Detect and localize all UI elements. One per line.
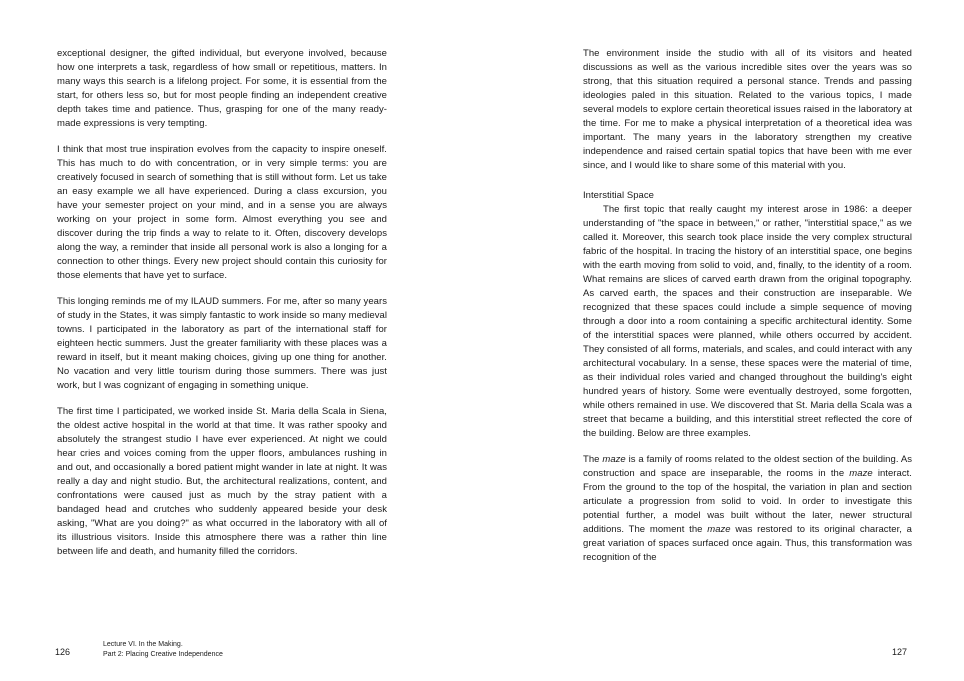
paragraph: The environment inside the studio with all of its visitors and heated discussions as well as the various incredible sites over the years was so strong, that this situation required a personal stance. Trends and passing ideologies paled in this situation. Related to the various topics, I made several models to explore certain theoretical issues raised in the laboratory at the time. For me to make a physical interpretation of a theoretical idea was important. The many years in the laboratory strengthen my creative independence and raised certain spatial topics that have been with me ever since, and I would like to share some of this material with you.	[583, 48, 912, 171]
footer-caption-line: Lecture VI. In the Making.	[103, 641, 183, 648]
paragraph: This longing reminds me of my ILAUD summers. For me, after so many years of study in the States, it was simply fantastic to work inside so many medieval towns. I participated in the laboratory as part of the international staff for eighteen hectic summers. Just the greater familiarity with these places was a reward in itself, but it meant making choices, giving up one thing for another. No vacation and very little tourism during those summers. There was just work, but I was cognizant of engaging in something unique.	[57, 296, 387, 391]
paragraph: The maze is a family of rooms related to the oldest section of the building. As construction and space are inseparable, the rooms in the maze interact. From the ground to the top of the hospital, the variation in plan and section articulate a progression from solid to void. In order to investigate this potential further, a model was built without the later, newer structural additions. The moment the maze was restored to its original character, a great variation of spaces surfaced once again. Thus, this transformation was recognition of the	[583, 454, 912, 563]
footer-caption-line: Part 2: Placing Creative Independence	[103, 650, 223, 658]
paragraph: The first time I participated, we worked inside St. Maria della Scala in Siena, the oldest active hospital in the world at that time. It was rather spooky and absolutely the strangest studio I have ever experienced. At night we could hear cries and voices coming from the upper floors, ambulances rushing in and out, and occasionally a bored patient might wander in late at night. It was really a day and night studio. But, the architectural realizations, content, and confrontations were caused just as much by the stray patient with a bandaged head and crutches who suddenly appeared beside your desk asking, "What are you doing?" as what occurred in the laboratory with all of its illustrious visitors. Inside this atmosphere there was a rather thin line between life and death, and humanity filled the corridors.	[57, 406, 387, 557]
section-heading: Interstitial Space	[583, 190, 654, 201]
page-number-right: 127	[891, 647, 907, 657]
left-page-text-column	[57, 47, 387, 571]
paragraph: I think that most true inspiration evolves from the capacity to inspire oneself. This has much to do with concentration, or in very simple terms: you are creatively focused in search of something that is still without form. Let us take an easy example we all have experienced. During a class excursion, you have your semester project on your mind, and in a sense you are always working on your project in some form. Almost everything you see and discover during the trip finds a way to relate to it. Often, discovery develops along the way, a reminder that inside all personal work is also a longing for a connection to other things. Every new project should contain this curiosity for those elements that have yet to surface.	[57, 144, 387, 281]
paragraph: The first topic that really caught my interest arose in 1986: a deeper understanding of "the space in between," or rather, "interstitial space," as we called it. Moreover, this search took place inside the very complex structural fabric of the hospital. In tracing the history of an interstitial space, one begins with the earth moving from solid to void, and, finally, to the identity of a room. What remains are slices of carved earth drawn from the original topography. As carved earth, the spaces and their construction are inseparable. We recognized that these spaces could include a simple sequence of moving through a door into a room containing a specific architectural identity. Some of the interstitial spaces were planned, while others occurred by accident. They consisted of all forms, materials, and scales, and could interact with any architectural vocabulary. In a sense, these spaces were the material of time, as their individual roles varied and changed throughout the building's eight hundred years of history. Some were eventually destroyed, some forgotten, while others remained in use. We discovered that St. Maria della Scala was a street that became a building, and this interstitial street reflected the core of the building. Below are three examples.	[583, 204, 912, 439]
page-number-left: 126	[55, 647, 71, 657]
right-page-text-column	[583, 47, 912, 577]
paragraph: exceptional designer, the gifted individual, but everyone involved, because how one interprets a task, regardless of how small or repetitious, matters. In many ways this search is a lifelong project. For some, it is essential from the start, for others less so, but for most people finding an independent creative depth takes time and patience. Thus, grasping for one of the many ready-made expressions is very tempting.	[57, 48, 387, 129]
footer-caption	[103, 640, 223, 659]
